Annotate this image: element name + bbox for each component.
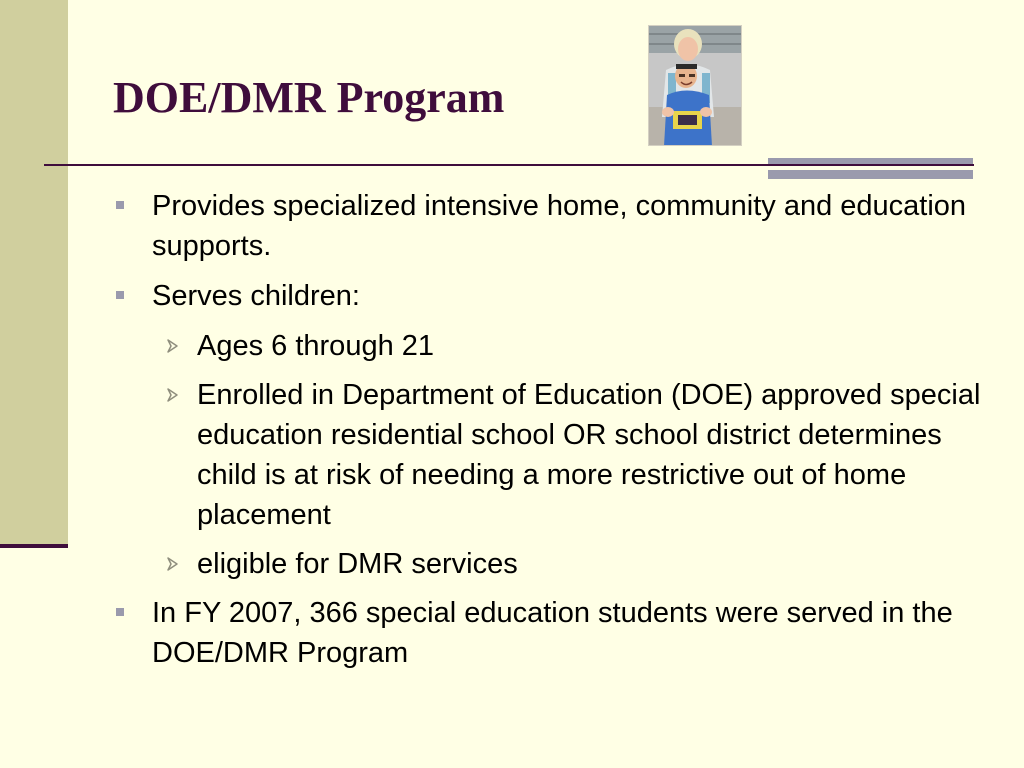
square-bullet-icon	[116, 201, 124, 209]
title-rule-line	[44, 164, 974, 166]
bullet-item	[113, 593, 983, 673]
bullet-item	[113, 186, 983, 266]
sub-bullet-text: eligible for DMR services	[197, 548, 518, 580]
sub-bullet-text: Enrolled in Department of Education (DOE) approved special education residential school OR school district determines child is at risk of needing a more restrictive out of home placement	[197, 379, 981, 531]
arrow-bullet-icon	[166, 338, 180, 354]
square-bullet-icon	[116, 608, 124, 616]
slide-content	[113, 186, 983, 683]
bullet-text: In FY 2007, 366 special education students were served in the DOE/DMR Program	[152, 597, 953, 669]
arrow-bullet-icon	[166, 556, 180, 572]
sub-bullet-item	[113, 544, 983, 584]
arrow-bullet-icon	[166, 387, 180, 403]
sub-bullet-item	[113, 326, 983, 366]
sub-bullet-text: Ages 6 through 21	[197, 330, 435, 362]
sidebar-divider-line	[0, 544, 68, 548]
title-accent-bar-bottom	[768, 170, 973, 179]
square-bullet-icon	[116, 291, 124, 299]
sub-bullet-item	[113, 375, 983, 535]
bullet-item	[113, 276, 983, 316]
left-sidebar-band	[0, 0, 68, 544]
photo-of-woman-and-child	[648, 25, 742, 146]
bullet-text: Serves children:	[152, 280, 360, 312]
slide-title: DOE/DMR Program	[113, 73, 505, 122]
bullet-text: Provides specialized intensive home, community and education supports.	[152, 190, 967, 262]
